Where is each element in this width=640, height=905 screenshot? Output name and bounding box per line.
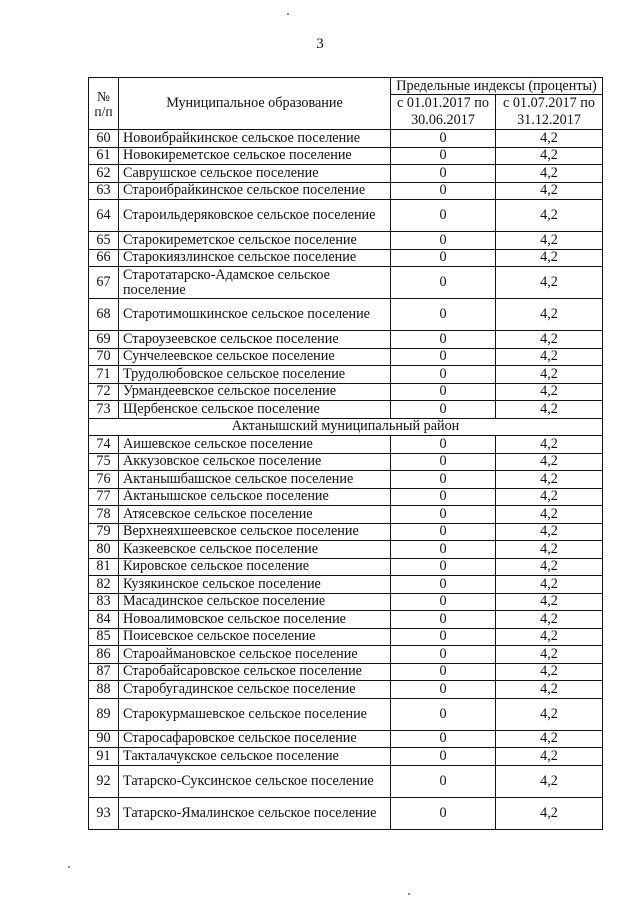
index-period-2: 4,2 bbox=[496, 383, 603, 401]
page-number: 3 bbox=[316, 36, 324, 52]
index-period-2: 4,2 bbox=[496, 523, 603, 541]
index-period-2: 4,2 bbox=[496, 611, 603, 629]
index-period-1: 0 bbox=[391, 130, 496, 148]
table-row bbox=[89, 730, 603, 748]
row-number: 82 bbox=[89, 576, 119, 594]
municipality-name: Такталачукское сельское поселение bbox=[119, 748, 391, 766]
scan-speck bbox=[408, 893, 410, 895]
municipality-name: Щербенское сельское поселение bbox=[119, 401, 391, 419]
index-period-1: 0 bbox=[391, 698, 496, 730]
table-row bbox=[89, 797, 603, 829]
header-period-1: с 01.01.2017 по 30.06.2017 bbox=[391, 95, 496, 130]
index-period-2: 4,2 bbox=[496, 541, 603, 559]
municipality-name: Староузеевское сельское поселение bbox=[119, 331, 391, 349]
index-period-2: 4,2 bbox=[496, 299, 603, 331]
row-number: 79 bbox=[89, 523, 119, 541]
index-period-1: 0 bbox=[391, 299, 496, 331]
index-period-2: 4,2 bbox=[496, 681, 603, 699]
header-municipality: Муниципальное образование bbox=[119, 78, 391, 130]
table-row bbox=[89, 401, 603, 419]
section-row bbox=[89, 418, 603, 436]
index-period-2: 4,2 bbox=[496, 646, 603, 664]
municipality-name: Кузякинское сельское поселение bbox=[119, 576, 391, 594]
table-row bbox=[89, 541, 603, 559]
table-row bbox=[89, 436, 603, 454]
municipality-name: Масадинское сельское поселение bbox=[119, 593, 391, 611]
row-number: 80 bbox=[89, 541, 119, 559]
municipality-name: Староильдеряковское сельское поселение bbox=[119, 200, 391, 232]
table-row bbox=[89, 523, 603, 541]
municipality-name: Саврушское сельское поселение bbox=[119, 165, 391, 183]
scan-speck bbox=[287, 13, 289, 15]
row-number: 72 bbox=[89, 383, 119, 401]
index-period-1: 0 bbox=[391, 401, 496, 419]
row-number: 68 bbox=[89, 299, 119, 331]
table-row bbox=[89, 299, 603, 331]
municipality-name: Аккузовское сельское поселение bbox=[119, 453, 391, 471]
row-number: 87 bbox=[89, 663, 119, 681]
index-period-2: 4,2 bbox=[496, 765, 603, 797]
municipality-name: Татарско-Ямалинское сельское поселение bbox=[119, 797, 391, 829]
row-number: 89 bbox=[89, 698, 119, 730]
table-row bbox=[89, 698, 603, 730]
row-number: 71 bbox=[89, 366, 119, 384]
row-number: 64 bbox=[89, 200, 119, 232]
municipality-name: Актанышское сельское поселение bbox=[119, 488, 391, 506]
index-period-2: 4,2 bbox=[496, 182, 603, 200]
table-row bbox=[89, 593, 603, 611]
municipality-name: Старокиреметское сельское поселение bbox=[119, 232, 391, 250]
row-number: 60 bbox=[89, 130, 119, 148]
index-period-2: 4,2 bbox=[496, 471, 603, 489]
table-row bbox=[89, 646, 603, 664]
index-period-2: 4,2 bbox=[496, 593, 603, 611]
header-period-2: с 01.07.2017 по 31.12.2017 bbox=[496, 95, 603, 130]
index-period-1: 0 bbox=[391, 558, 496, 576]
index-period-1: 0 bbox=[391, 232, 496, 250]
index-period-2: 4,2 bbox=[496, 628, 603, 646]
table-row bbox=[89, 576, 603, 594]
municipality-name: Сунчелеевское сельское поселение bbox=[119, 348, 391, 366]
table-row bbox=[89, 471, 603, 489]
indices-table bbox=[88, 77, 603, 830]
index-period-1: 0 bbox=[391, 366, 496, 384]
index-period-1: 0 bbox=[391, 797, 496, 829]
municipality-name: Старосафаровское сельское поселение bbox=[119, 730, 391, 748]
row-number: 81 bbox=[89, 558, 119, 576]
municipality-name: Татарско-Суксинское сельское поселение bbox=[119, 765, 391, 797]
table-row bbox=[89, 147, 603, 165]
index-period-2: 4,2 bbox=[496, 436, 603, 454]
index-period-1: 0 bbox=[391, 748, 496, 766]
table-row bbox=[89, 765, 603, 797]
index-period-2: 4,2 bbox=[496, 576, 603, 594]
municipality-name: Старокиязлинское сельское поселение bbox=[119, 249, 391, 267]
municipality-name: Казкеевское сельское поселение bbox=[119, 541, 391, 559]
row-number: 67 bbox=[89, 267, 119, 299]
index-period-2: 4,2 bbox=[496, 232, 603, 250]
index-period-1: 0 bbox=[391, 611, 496, 629]
index-period-2: 4,2 bbox=[496, 366, 603, 384]
row-number: 66 bbox=[89, 249, 119, 267]
table-row bbox=[89, 628, 603, 646]
index-period-2: 4,2 bbox=[496, 748, 603, 766]
index-period-1: 0 bbox=[391, 453, 496, 471]
scan-speck bbox=[68, 866, 70, 868]
index-period-2: 4,2 bbox=[496, 453, 603, 471]
municipality-name: Урмандеевское сельское поселение bbox=[119, 383, 391, 401]
index-period-1: 0 bbox=[391, 165, 496, 183]
index-period-2: 4,2 bbox=[496, 130, 603, 148]
row-number: 62 bbox=[89, 165, 119, 183]
row-number: 91 bbox=[89, 748, 119, 766]
index-period-2: 4,2 bbox=[496, 147, 603, 165]
index-period-2: 4,2 bbox=[496, 200, 603, 232]
municipality-name: Аишевское сельское поселение bbox=[119, 436, 391, 454]
municipality-name: Актанышбашское сельское поселение bbox=[119, 471, 391, 489]
index-period-1: 0 bbox=[391, 506, 496, 524]
row-number: 85 bbox=[89, 628, 119, 646]
index-period-1: 0 bbox=[391, 471, 496, 489]
municipality-name: Поисевское сельское поселение bbox=[119, 628, 391, 646]
row-number: 76 bbox=[89, 471, 119, 489]
index-period-1: 0 bbox=[391, 436, 496, 454]
index-period-2: 4,2 bbox=[496, 730, 603, 748]
index-period-1: 0 bbox=[391, 765, 496, 797]
row-number: 70 bbox=[89, 348, 119, 366]
table-row bbox=[89, 249, 603, 267]
row-number: 75 bbox=[89, 453, 119, 471]
municipality-name: Атясевское сельское поселение bbox=[119, 506, 391, 524]
municipality-name: Новоибрайкинское сельское поселение bbox=[119, 130, 391, 148]
index-period-1: 0 bbox=[391, 628, 496, 646]
municipality-name: Новоалимовское сельское поселение bbox=[119, 611, 391, 629]
municipality-name: Старобугадинское сельское поселение bbox=[119, 681, 391, 699]
municipality-name: Старокурмашевское сельское поселение bbox=[119, 698, 391, 730]
row-number: 90 bbox=[89, 730, 119, 748]
index-period-1: 0 bbox=[391, 348, 496, 366]
table-row bbox=[89, 267, 603, 299]
row-number: 65 bbox=[89, 232, 119, 250]
index-period-2: 4,2 bbox=[496, 331, 603, 349]
table-body bbox=[89, 130, 603, 830]
index-period-1: 0 bbox=[391, 267, 496, 299]
municipality-name: Староаймановское сельское поселение bbox=[119, 646, 391, 664]
index-period-1: 0 bbox=[391, 730, 496, 748]
row-number: 69 bbox=[89, 331, 119, 349]
table-row bbox=[89, 488, 603, 506]
table-row bbox=[89, 506, 603, 524]
index-period-1: 0 bbox=[391, 541, 496, 559]
index-period-2: 4,2 bbox=[496, 698, 603, 730]
municipality-name: Новокиреметское сельское поселение bbox=[119, 147, 391, 165]
index-period-1: 0 bbox=[391, 663, 496, 681]
index-period-1: 0 bbox=[391, 488, 496, 506]
table-row bbox=[89, 130, 603, 148]
index-period-1: 0 bbox=[391, 646, 496, 664]
municipality-name: Старобайсаровское сельское поселение bbox=[119, 663, 391, 681]
index-period-2: 4,2 bbox=[496, 165, 603, 183]
table-row bbox=[89, 366, 603, 384]
index-period-1: 0 bbox=[391, 331, 496, 349]
row-number: 61 bbox=[89, 147, 119, 165]
index-period-1: 0 bbox=[391, 182, 496, 200]
table-row bbox=[89, 232, 603, 250]
row-number: 73 bbox=[89, 401, 119, 419]
table-header bbox=[89, 78, 603, 130]
row-number: 93 bbox=[89, 797, 119, 829]
municipality-name: Старотимошкинское сельское поселение bbox=[119, 299, 391, 331]
section-title: Актанышский муниципальный район bbox=[89, 418, 603, 436]
index-period-1: 0 bbox=[391, 200, 496, 232]
municipality-name: Староибрайкинское сельское поселение bbox=[119, 182, 391, 200]
table-row bbox=[89, 182, 603, 200]
table-row bbox=[89, 681, 603, 699]
table-row bbox=[89, 558, 603, 576]
index-period-1: 0 bbox=[391, 681, 496, 699]
municipality-name: Трудолюбовское сельское поселение bbox=[119, 366, 391, 384]
row-number: 92 bbox=[89, 765, 119, 797]
index-period-2: 4,2 bbox=[496, 558, 603, 576]
row-number: 86 bbox=[89, 646, 119, 664]
municipality-name: Кировское сельское поселение bbox=[119, 558, 391, 576]
table-row bbox=[89, 331, 603, 349]
index-period-2: 4,2 bbox=[496, 663, 603, 681]
index-period-1: 0 bbox=[391, 147, 496, 165]
table-row bbox=[89, 663, 603, 681]
table-row bbox=[89, 611, 603, 629]
index-period-2: 4,2 bbox=[496, 267, 603, 299]
index-period-1: 0 bbox=[391, 523, 496, 541]
index-period-1: 0 bbox=[391, 383, 496, 401]
index-period-2: 4,2 bbox=[496, 488, 603, 506]
table-row bbox=[89, 748, 603, 766]
table-row bbox=[89, 453, 603, 471]
index-period-2: 4,2 bbox=[496, 249, 603, 267]
row-number: 88 bbox=[89, 681, 119, 699]
row-number: 74 bbox=[89, 436, 119, 454]
index-period-1: 0 bbox=[391, 576, 496, 594]
municipality-name: Верхнеяхшеевское сельское поселение bbox=[119, 523, 391, 541]
table-row bbox=[89, 383, 603, 401]
index-period-1: 0 bbox=[391, 593, 496, 611]
table-row bbox=[89, 200, 603, 232]
row-number: 83 bbox=[89, 593, 119, 611]
index-period-2: 4,2 bbox=[496, 401, 603, 419]
row-number: 84 bbox=[89, 611, 119, 629]
table-row bbox=[89, 348, 603, 366]
index-period-1: 0 bbox=[391, 249, 496, 267]
row-number: 77 bbox=[89, 488, 119, 506]
index-period-2: 4,2 bbox=[496, 506, 603, 524]
table-row bbox=[89, 165, 603, 183]
header-indices-group: Предельные индексы (проценты) bbox=[391, 78, 603, 95]
row-number: 63 bbox=[89, 182, 119, 200]
index-period-2: 4,2 bbox=[496, 348, 603, 366]
header-number: № п/п bbox=[89, 78, 119, 130]
index-period-2: 4,2 bbox=[496, 797, 603, 829]
municipality-name: Старотатарско-Адамское сельское поселение bbox=[119, 267, 391, 299]
row-number: 78 bbox=[89, 506, 119, 524]
